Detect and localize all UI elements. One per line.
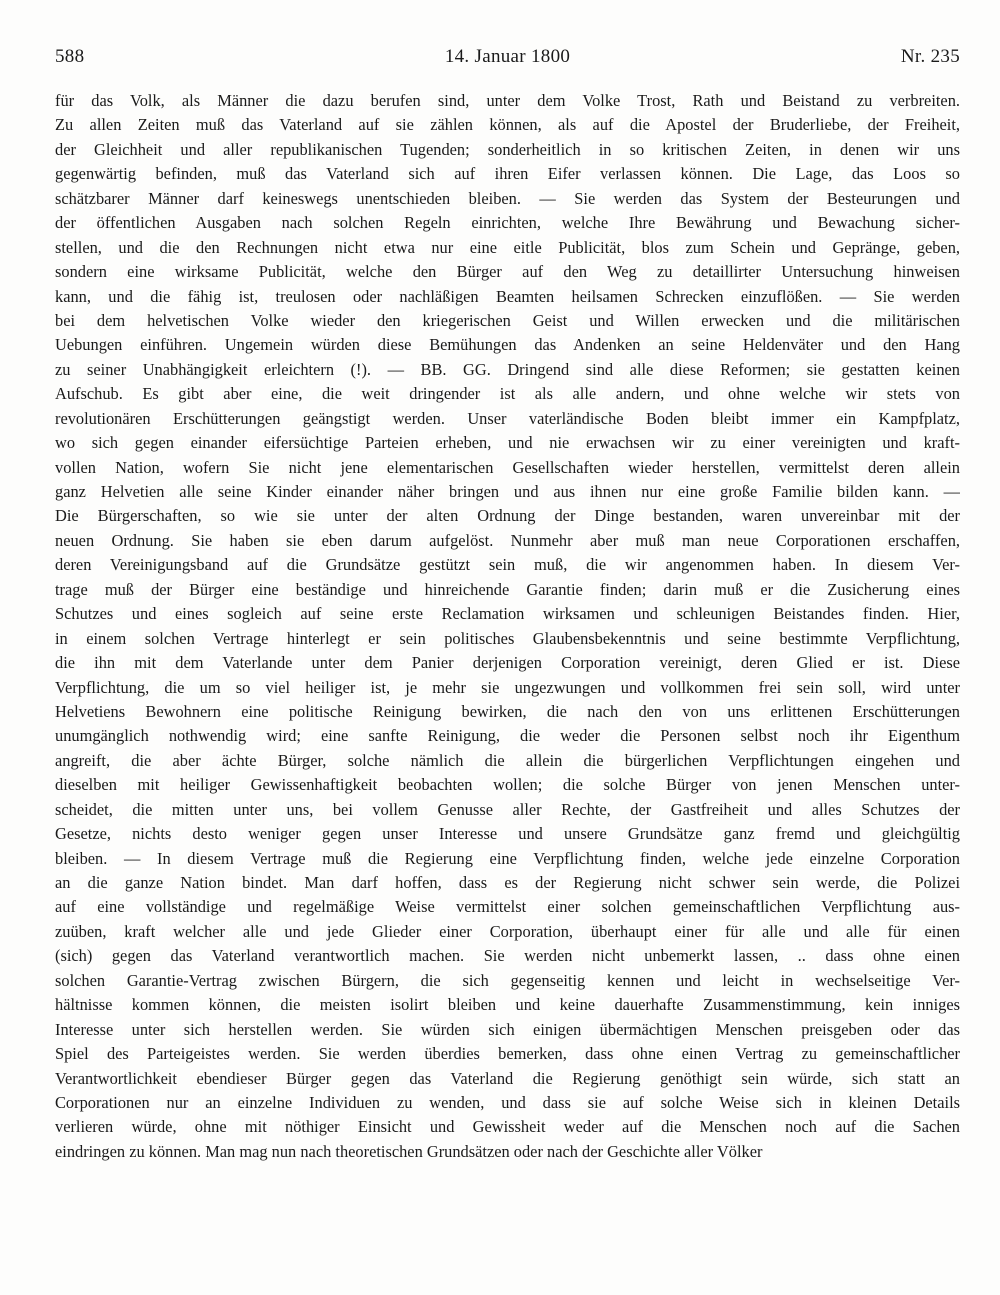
header-date: 14. Januar 1800 [444, 46, 571, 67]
text-line: neuen Ordnung. Sie haben sie eben darum aufgelöst. Nunmehr aber muß man neue Corporationen erschaffen, [55, 530, 960, 550]
text-line: vollen Nation, wofern Sie nicht jene elementarischen Gesellschaften wieder herstellen, vermittelst deren allein [55, 457, 960, 477]
text-line: (sich) gegen das Vaterland verantwortlich machen. Sie werden nicht unbemerkt lassen, .. dass ohne einen [55, 946, 960, 966]
text-line: Verantwortlichkeit ebendieser Bürger gegen das Vaterland die Regierung genöthigt sein würde, sich statt an [55, 1068, 960, 1088]
text-line: Spiel des Parteigeistes werden. Sie werden überdies bemerken, dass ohne einen Vertrag zu gemeinschaftlicher [55, 1044, 960, 1064]
text-line: in einem solchen Vertrage hinterlegt er sein politisches Glaubensbekenntnis und seine bestimmte Verpflichtung, [55, 628, 960, 648]
text-line: für das Volk, als Männer die dazu berufen sind, unter dem Volke Trost, Rath und Beistand zu verbreiten. [55, 91, 960, 110]
text-line: dieselben mit heiliger Gewissenhaftigkeit beobachten wollen; die solche Bürger von jenen Menschen unter- [55, 775, 960, 795]
document-number: Nr. 235 [900, 46, 960, 67]
text-line: Zu allen Zeiten muß das Vaterland auf sie zählen können, als auf die Apostel der Bruderliebe, der Freiheit, [55, 115, 960, 135]
text-line: solchen Garantie-Vertrag zwischen Bürgern, die sich gegenseitig kennen und leicht in wechselseitige Ver- [55, 970, 960, 990]
text-line: angreift, die aber ächte Bürger, solche nämlich die allein die bürgerlichen Verpflichtungen eingehen und [55, 750, 960, 770]
text-line: ganz Helvetien alle seine Kinder einander näher bringen und aus ihnen nur eine große Familie bilden kann. — [55, 482, 960, 501]
text-line: trage muß der Bürger eine beständige und hinreichende Garantie finden; darin muß er die Zusicherung eines [55, 579, 960, 599]
text-line: der öffentlichen Ausgaben nach solchen Regeln einrichten, welche Ihre Bewährung und Bewachung sicher- [55, 213, 960, 233]
text-line: Schutzes und eines sogleich auf seine erste Reclamation wirksamen und schleunigen Beistandes finden. Hier, [55, 604, 960, 624]
text-line: Uebungen einführen. Ungemein würden diese Bemühungen das Andenken an seine Heldenväter und den Hang [55, 335, 960, 355]
text-line: zu seiner Unabhängigkeit erleichtern (!). — BB. GG. Dringend sind alle diese Reformen; sie gestatten keinen [55, 359, 960, 379]
page-number: 588 [55, 46, 85, 67]
text-line: sondern eine wirksame Publicität, welche den Bürger auf den Weg zu detaillirter Untersuchung hinweisen [55, 262, 960, 282]
text-line: stellen, und die den Rechnungen nicht etwa nur eine eitle Publicität, blos zum Schein und Gepränge, geben, [55, 237, 960, 257]
text-line: unumgänglich nothwendig wird; eine sanfte Reinigung, die weder die Personen selbst noch ihr Eigenthum [55, 726, 960, 746]
text-line: eindringen zu können. Man mag nun nach theoretischen Grundsätzen oder nach der Geschichte aller Völker [55, 1141, 763, 1161]
text-line: gegenwärtig befinden, muß das Vaterland sich auf ihren Eifer verlassen können. Die Lage, das Loos so [55, 164, 960, 184]
text-line: revolutionären Erschütterungen geängstigt werden. Unser vaterländische Boden bleibt immer ein Kampfplatz, [55, 408, 960, 428]
text-line: Verpflichtung, die um so viel heiliger ist, je mehr sie ungezwungen und vollkommen frei sein soll, wird unter [55, 677, 960, 697]
text-line: der Gleichheit und aller republikanischen Tugenden; sonderheitlich in so kritischen Zeiten, in denen wir uns [55, 139, 960, 159]
text-line: hältnisse kommen können, die meisten isolirt bleiben und keine dauerhafte Zusammenstimmung, kein inniges [55, 995, 960, 1015]
text-line: Interesse unter sich herstellen werden. Sie würden sich einigen übermächtigen Menschen preisgeben oder das [55, 1019, 960, 1039]
text-line: schätzbarer Männer darf keineswegs unentschieden bleiben. — Sie werden das System der Besteurungen und [55, 188, 960, 208]
text-line: an die ganze Nation bindet. Man darf hoffen, dass es der Regierung nicht schwer sein werde, die Polizei [55, 873, 960, 892]
text-line: die ihn mit dem Vaterlande unter dem Panier derjenigen Corporation vereinigt, deren Glied er ist. Diese [55, 653, 960, 673]
text-line: kann, und die fähig ist, treulosen oder nachläßigen Beamten heilsamen Schrecken einzuflößen. — Sie werden [55, 286, 960, 306]
text-line: Die Bürgerschaften, so wie sie unter der alten Ordnung der Dinge bestanden, waren unvereinbar mit der [55, 506, 960, 526]
text-line: wo sich gegen einander eifersüchtige Parteien erheben, und nie erwachsen wir zu einer vereinigten und kraft- [55, 433, 960, 453]
text-line: verlieren würde, ohne mit nöthiger Einsicht und Gewissheit weder auf die Menschen noch auf die Sachen [55, 1117, 960, 1137]
text-line: Helvetiens Bewohnern eine politische Reinigung bewirken, die nach den von uns erlittenen Erschütterungen [55, 701, 960, 721]
text-line: Corporationen nur an einzelne Individuen zu wenden, und dass sie auf solche Weise sich in kleinen Details [55, 1092, 960, 1112]
text-line: zuüben, kraft welcher alle und jede Glieder einer Corporation, überhaupt einer für alle und alle für einen [55, 921, 960, 941]
text-line: bei dem helvetischen Volke wieder den kriegerischen Geist und Willen erwecken und die militärischen [55, 310, 960, 330]
text-line: scheidet, die mitten unter uns, bei vollem Genusse aller Rechte, der Gastfreiheit und alles Schutzes der [55, 799, 960, 819]
text-line: bleiben. — In diesem Vertrage muß die Regierung eine Verpflichtung finden, welche jede einzelne Corporation [55, 848, 960, 868]
text-line: Gesetze, nichts desto weniger gegen unser Interesse und unsere Grundsätze ganz fremd und gleichgültig [55, 824, 960, 844]
text-line: deren Vereinigungsband auf die Grundsätze gestützt sein muß, die wir angenommen haben. In diesem Ver- [55, 555, 960, 575]
body-text [55, 89, 960, 1164]
text-line: Aufschub. Es gibt aber eine, die weit dringender ist als alle andern, und ohne welche wir stets von [55, 384, 960, 404]
page-header [55, 46, 960, 76]
text-line: auf eine vollständige und regelmäßige Weise vermittelst einer solchen gemeinschaftlichen Verpflichtung aus- [55, 897, 960, 917]
